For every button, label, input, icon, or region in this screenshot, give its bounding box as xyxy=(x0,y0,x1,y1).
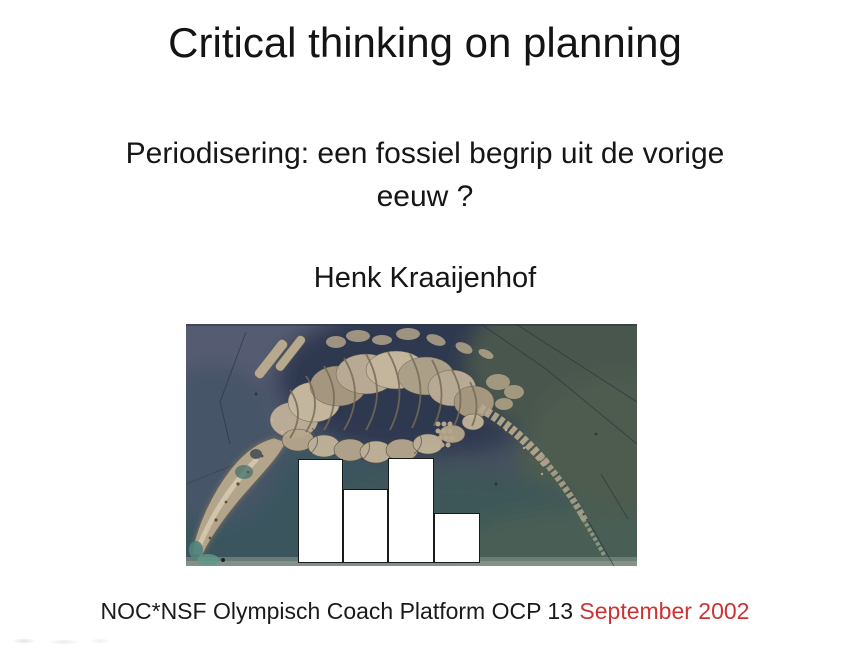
subtitle-line-1: Periodisering: een fossiel begrip uit de vorige xyxy=(125,137,725,170)
slide-subtitle xyxy=(0,132,850,218)
footer-text: NOC*NSF Olympisch Coach Platform OCP 13 xyxy=(100,598,580,624)
author-name: Henk Kraaijenhof xyxy=(313,262,537,294)
slide-title: Critical thinking on planning xyxy=(168,19,682,66)
footer-date: September 2002 xyxy=(579,598,750,624)
histogram-bar xyxy=(388,458,434,563)
histogram-bar xyxy=(298,459,343,563)
footer-line xyxy=(0,596,850,626)
corner-artifact xyxy=(6,635,116,645)
fossil-photo xyxy=(186,324,637,566)
histogram-bar xyxy=(343,489,388,563)
histogram-bar xyxy=(434,513,480,563)
subtitle-line-2: eeuw ? xyxy=(376,180,474,213)
